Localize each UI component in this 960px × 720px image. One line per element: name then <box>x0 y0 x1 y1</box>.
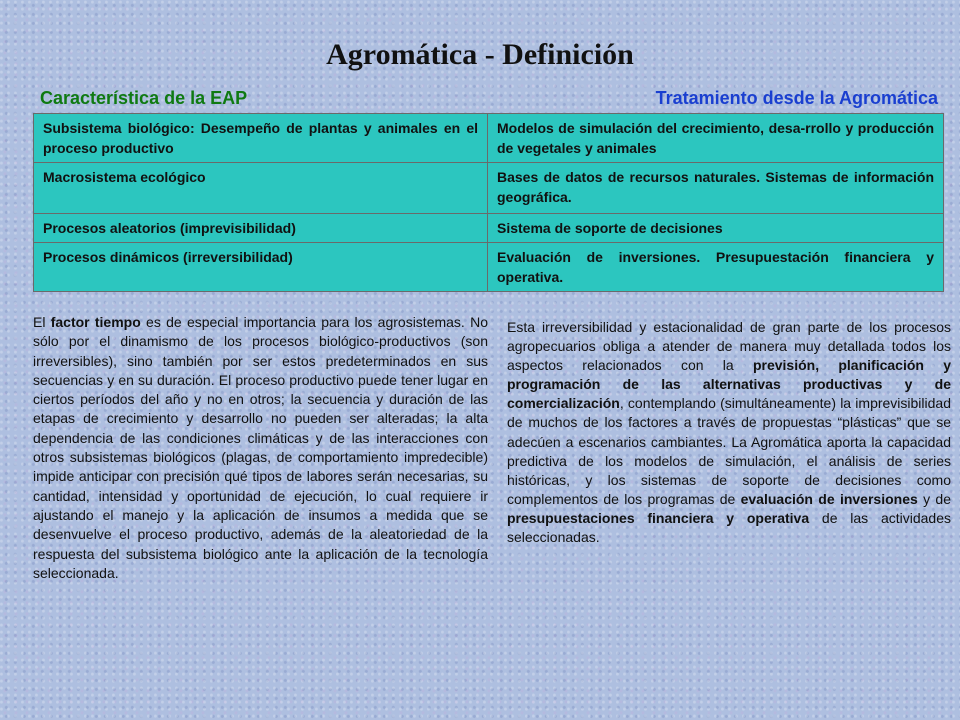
page-title: Agromática - Definición <box>326 38 634 71</box>
factor-tiempo-paragraph <box>33 313 488 583</box>
table-cell-treatment: Evaluación de inversiones. Presupuestación financiera y operativa. <box>488 243 944 292</box>
table-cell-treatment: Bases de datos de recursos naturales. Sistemas de información geográfica. <box>488 163 944 214</box>
table-cell-characteristic: Macrosistema ecológico <box>34 163 488 214</box>
comparison-table <box>33 113 944 292</box>
table-row <box>34 114 944 163</box>
table-row <box>34 243 944 292</box>
column-header-eap: Característica de la EAP <box>40 88 248 108</box>
column-header-agromatica: Tratamiento desde la Agromática <box>655 88 938 108</box>
paragraph-text: de las actividades seleccionadas. <box>507 509 951 546</box>
paragraph-text: Esta irreversibilidad y estacionalidad de gran parte de los procesos agropecuarios obliga a atender de manera muy detallada todos los aspectos relacionados con la <box>507 319 951 374</box>
table-row <box>34 214 944 243</box>
paragraph-text: , contemplando (simultáneamente) la imprevisibilidad de muchos de los factores a través de propuestas “plásticas” que se adecúen a escenarios cambiantes. La Agromática aporta la capacidad predictiva de los modelos de simulación, el análisis de series históricas, y los sistemas de soporte de decisiones como complementos de los programas de <box>507 395 951 507</box>
table-cell-characteristic: Procesos dinámicos (irreversibilidad) <box>34 243 488 292</box>
paragraph-text: y de <box>917 490 951 507</box>
table-cell-characteristic: Subsistema biológico: Desempeño de plantas y animales en el proceso productivo <box>34 114 488 163</box>
table-cell-characteristic: Procesos aleatorios (imprevisibilidad) <box>34 214 488 243</box>
paragraph-text: El <box>33 314 51 330</box>
irreversibilidad-paragraph <box>507 318 951 547</box>
table-cell-treatment: Modelos de simulación del crecimiento, desa-rrollo y producción de vegetales y animales <box>488 114 944 163</box>
table-row <box>34 163 944 214</box>
paragraph-emphasis: factor tiempo <box>50 314 141 330</box>
paragraph-text: es de especial importancia para los agrosistemas. No sólo por el dinamismo de los procesos biológico-productivos (son irreversibles), sino también por ser estos predeterminados en sus secuencias y en su duración. El proceso productivo puede tener lugar en ciertos períodos del año y no en otros; la secuencia y duración de las etapas de crecimiento y desarrollo no pueden ser alteradas; la alta dependencia de las condiciones climáticas y de las interacciones con otros subsistemas biológicos (plagas, de comportamiento impredecible) impide anticipar con precisión qué tipos de labores serán necesarias, su cantidad, intensidad y oportunidad de ejecución, lo cual requiere ir ajustando el manejo y la aplicación de insumos a medida que se desenvuelve el proceso productivo, además de la aleatoriedad de la respuesta del subsistema biológico ante la aplicación de la tecnología seleccionada. <box>33 314 488 581</box>
table-cell-treatment: Sistema de soporte de decisiones <box>488 214 944 243</box>
paragraph-emphasis: presupuestaciones financiera y operativa <box>507 509 810 526</box>
paragraph-emphasis: previsión, planificación y programación de las alternativas productivas y de comercialización <box>507 357 951 412</box>
paragraph-emphasis: evaluación de inversiones <box>740 490 918 507</box>
